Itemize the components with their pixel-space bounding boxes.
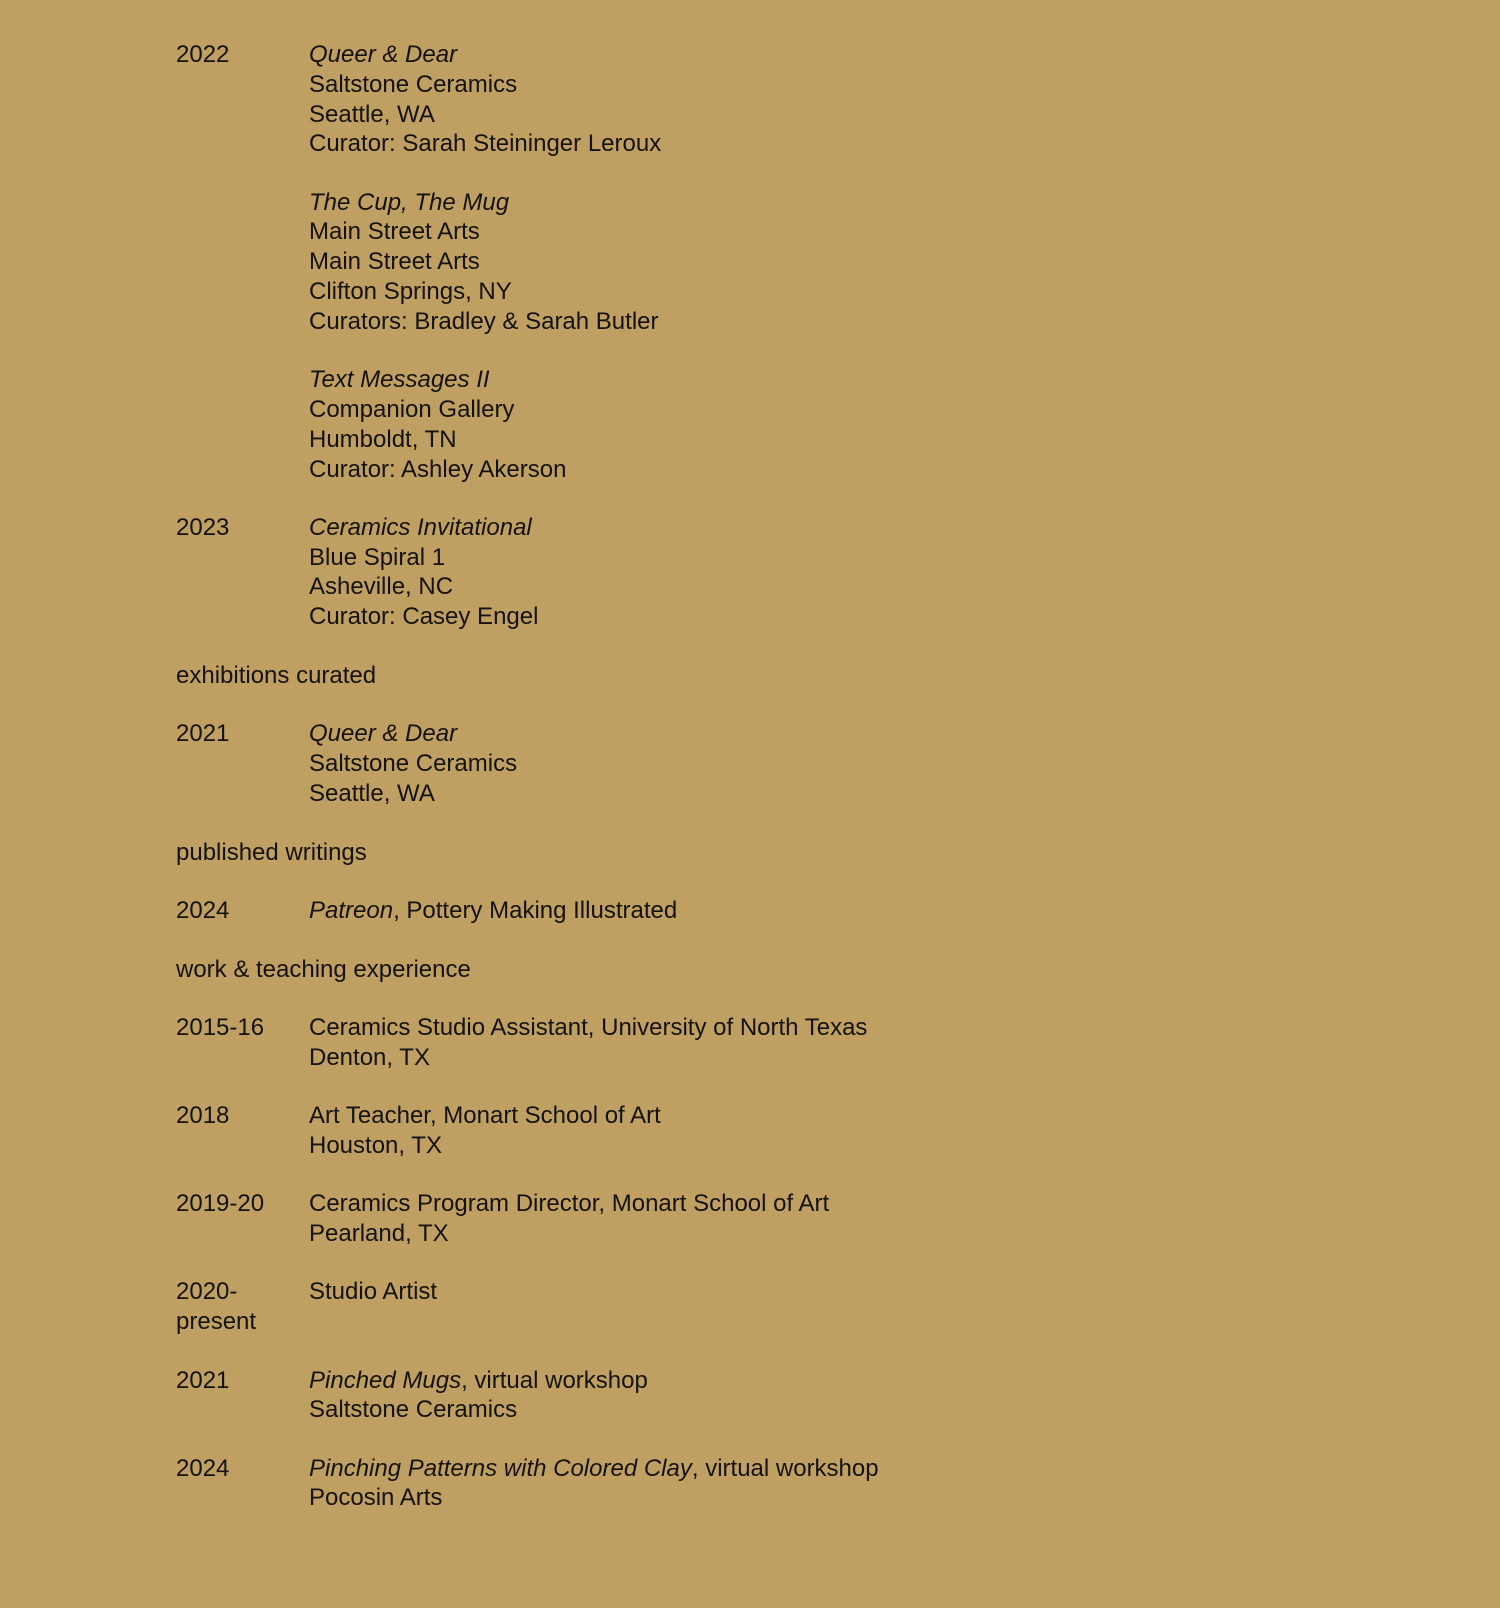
entry-text: Curators: Bradley & Sarah Butler <box>309 307 659 335</box>
entry-text: Humboldt, TN <box>309 425 457 453</box>
entry-line <box>309 1013 1276 1043</box>
entry-text: Houston, TX <box>309 1132 442 1160</box>
cv-entry <box>176 896 1276 926</box>
entry-details <box>309 1013 1276 1073</box>
entry-details <box>309 719 1276 808</box>
entry-line <box>309 1454 1276 1484</box>
entry-line <box>309 602 1276 632</box>
entry-line <box>309 395 1276 425</box>
entry-text: Curator: Casey Engel <box>309 603 539 631</box>
entry-year: 2022 <box>176 41 230 68</box>
entry-line <box>309 1366 1276 1396</box>
entry-year: 2023 <box>176 513 230 541</box>
entry-text: Pocosin Arts <box>309 1484 443 1512</box>
entry-text: , virtual workshop <box>461 1366 648 1394</box>
cv-entry <box>176 365 1276 484</box>
entry-text: Ceramics Studio Assistant, University of North Texas <box>309 1014 868 1042</box>
cv-content <box>176 40 1276 1542</box>
entry-title: Pinched Mugs <box>309 1366 462 1394</box>
entry-line <box>309 1395 1276 1425</box>
entry-text: Ceramics Program Director, Monart School of Art <box>309 1190 830 1218</box>
entry-line <box>309 277 1276 307</box>
entry-year: 2020- present <box>176 1278 257 1336</box>
entry-title: Queer & Dear <box>309 720 458 748</box>
entry-line <box>309 513 1276 543</box>
entry-line <box>309 719 1276 749</box>
entry-title: Queer & Dear <box>309 41 458 68</box>
entry-text: Blue Spiral 1 <box>309 543 446 571</box>
entry-text: Curator: Ashley Akerson <box>309 455 567 483</box>
entry-details <box>309 1101 1276 1161</box>
entry-text: Denton, TX <box>309 1043 430 1071</box>
entry-text: Saltstone Ceramics <box>309 1396 518 1424</box>
cv-entry <box>176 1366 1276 1426</box>
entry-text: Seattle, WA <box>309 100 435 128</box>
entry-line <box>309 188 1276 218</box>
entry-line <box>309 749 1276 779</box>
entry-year: 2024 <box>176 1454 230 1482</box>
entry-line <box>309 40 1276 70</box>
entry-line <box>309 1043 1276 1073</box>
section-heading: work & teaching experience <box>176 955 471 983</box>
entry-year <box>176 365 266 484</box>
entry-year: 2021 <box>176 1366 230 1394</box>
entry-details <box>309 365 1276 484</box>
entry-text: Pearland, TX <box>309 1220 449 1248</box>
entry-line <box>309 1101 1276 1131</box>
entry-details <box>309 40 1276 159</box>
entry-text: Saltstone Ceramics <box>309 70 518 98</box>
entry-line <box>309 217 1276 247</box>
cv-entry <box>176 188 1276 337</box>
entry-details <box>309 1277 1276 1337</box>
entry-year: 2024 <box>176 897 230 925</box>
entry-details <box>309 1366 1276 1426</box>
entry-details <box>309 896 1276 926</box>
entry-line <box>309 896 1276 926</box>
entry-title: The Cup, The Mug <box>309 188 510 216</box>
entry-year: 2021 <box>176 720 230 748</box>
entry-line <box>309 572 1276 602</box>
entry-details <box>309 1189 1276 1249</box>
cv-entry <box>176 719 1276 808</box>
cv-entry <box>176 40 1276 159</box>
entry-line <box>309 100 1276 130</box>
entry-line <box>309 1277 1276 1307</box>
entry-title: Ceramics Invitational <box>309 513 532 541</box>
entry-year: 2018 <box>176 1102 230 1130</box>
section-heading: exhibitions curated <box>176 662 377 690</box>
entry-details <box>309 513 1276 632</box>
entry-title: Pinching Patterns with Colored Clay <box>309 1454 692 1482</box>
entry-text: Studio Artist <box>309 1278 438 1306</box>
entry-line <box>309 1131 1276 1161</box>
cv-entry <box>176 1101 1276 1161</box>
entry-text: , virtual workshop <box>691 1454 879 1482</box>
entry-text: Companion Gallery <box>309 395 515 423</box>
entry-line <box>309 365 1276 395</box>
entry-line <box>309 1219 1276 1249</box>
cv-entry <box>176 1277 1276 1337</box>
entry-title: Patreon <box>309 897 394 925</box>
cv-entry <box>176 1013 1276 1073</box>
entry-text: Clifton Springs, NY <box>309 278 512 306</box>
entry-text: Curator: Sarah Steininger Leroux <box>309 130 662 158</box>
cv-entry <box>176 1454 1276 1514</box>
entry-line <box>309 307 1276 337</box>
entry-line <box>309 455 1276 485</box>
entry-line <box>309 129 1276 159</box>
entry-line <box>309 1189 1276 1219</box>
entry-line <box>309 425 1276 455</box>
entry-text: Main Street Arts <box>309 248 480 276</box>
entry-year: 2015-16 <box>176 1014 265 1042</box>
entry-text: , Pottery Making Illustrated <box>393 897 678 925</box>
entry-details <box>309 1454 1276 1514</box>
entry-line <box>309 1483 1276 1513</box>
entry-line <box>309 70 1276 100</box>
entry-text: Saltstone Ceramics <box>309 750 518 778</box>
cv-entry <box>176 513 1276 632</box>
entry-line <box>309 779 1276 809</box>
entry-details <box>309 188 1276 337</box>
entry-line <box>309 543 1276 573</box>
entry-line <box>309 247 1276 277</box>
entry-year: 2019-20 <box>176 1190 265 1218</box>
entry-title: Text Messages II <box>309 366 490 394</box>
cv-entry <box>176 1189 1276 1249</box>
section-heading: published writings <box>176 838 367 866</box>
entry-text: Main Street Arts <box>309 218 480 246</box>
entry-year <box>176 188 266 337</box>
entry-text: Asheville, NC <box>309 573 454 601</box>
entry-text: Art Teacher, Monart School of Art <box>309 1102 661 1130</box>
entry-text: Seattle, WA <box>309 779 435 807</box>
